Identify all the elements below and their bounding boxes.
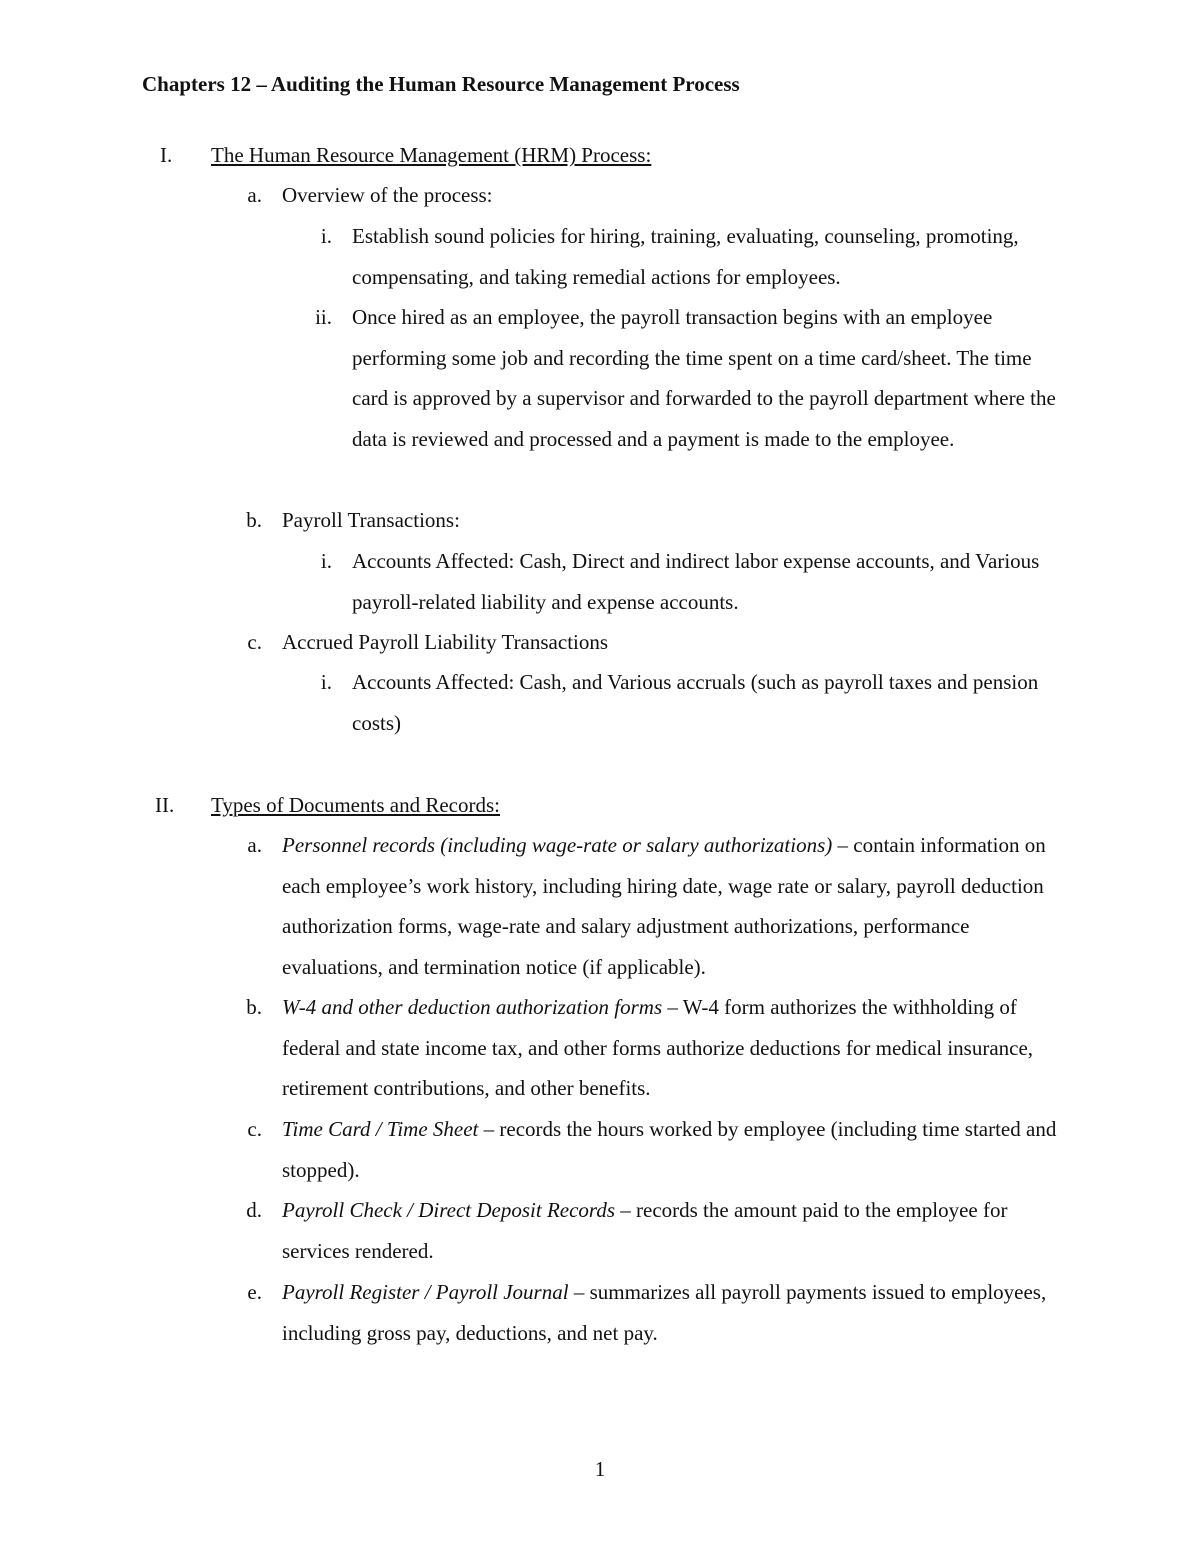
item-text: Payroll Transactions: <box>282 508 460 532</box>
subitem-marker: ii. <box>315 305 332 329</box>
section-1-number: I. <box>160 143 173 167</box>
subitem-marker: i. <box>320 549 332 573</box>
section-2-number: II. <box>155 793 175 817</box>
item-text: Overview of the process: <box>282 183 493 207</box>
item-desc: – summarizes all payroll payments issued to employees, including gross pay, deductions, and net pay. <box>282 1280 1047 1345</box>
item-term: Payroll Register / Payroll Journal <box>282 1280 569 1304</box>
subitem-marker: i. <box>320 224 332 248</box>
subitem-text: Accounts Affected: Cash, Direct and indirect labor expense accounts, and Various payroll-related liability and expense accounts. <box>352 549 1040 614</box>
section-1-heading: The Human Resource Management (HRM) Process: <box>211 143 652 167</box>
item-marker: d. <box>246 1198 262 1222</box>
subitem-text: Accounts Affected: Cash, and Various accruals (such as payroll taxes and pension costs) <box>352 670 1039 735</box>
item-marker: a. <box>247 833 262 857</box>
item-term: Time Card / Time Sheet <box>282 1117 479 1141</box>
subitem-text: Establish sound policies for hiring, training, evaluating, counseling, promoting, compensating, and taking remedial actions for employees. <box>352 224 1019 289</box>
item-desc: – W-4 form authorizes the withholding of federal and state income tax, and other forms authorize deductions for medical insurance, retirement contributions, and other benefits. <box>282 995 1034 1101</box>
item-marker: a. <box>247 183 262 207</box>
item-desc: – contain information on each employee’s work history, including hiring date, wage rate or salary, payroll deduction authorization forms, wage-rate and salary adjustment authorizations, performance evaluations, and termination notice (if applicable). <box>282 833 1046 979</box>
item-marker: b. <box>246 508 262 532</box>
page-number: 1 <box>594 1457 606 1481</box>
document-title: Chapters 12 – Auditing the Human Resource Management Process <box>142 72 740 96</box>
subitem-marker: i. <box>320 670 332 694</box>
item-text: Accrued Payroll Liability Transactions <box>282 630 609 654</box>
section-2-heading: Types of Documents and Records: <box>211 793 500 817</box>
item-marker: c. <box>247 630 262 654</box>
item-term: Personnel records (including wage-rate or salary authorizations) <box>282 833 833 857</box>
item-term: W-4 and other deduction authorization forms <box>282 995 663 1019</box>
item-text <box>282 825 1062 987</box>
item-text <box>282 1109 1062 1190</box>
item-marker: b. <box>246 995 262 1019</box>
item-marker: c. <box>247 1117 262 1141</box>
item-text <box>282 1272 1062 1353</box>
item-text <box>282 1190 1062 1271</box>
item-term: Payroll Check / Direct Deposit Records <box>282 1198 615 1222</box>
item-desc: – records the hours worked by employee (including time started and stopped). <box>282 1117 1057 1182</box>
item-desc: – records the amount paid to the employee for services rendered. <box>282 1198 1008 1263</box>
subitem-text: Once hired as an employee, the payroll transaction begins with an employee performing some job and recording the time spent on a time card/sheet. The time card is approved by a supervisor and forwarded to the payroll department where the data is reviewed and processed and a payment is made to the employee. <box>352 305 1056 451</box>
item-marker: e. <box>247 1280 262 1304</box>
item-text <box>282 987 1062 1109</box>
